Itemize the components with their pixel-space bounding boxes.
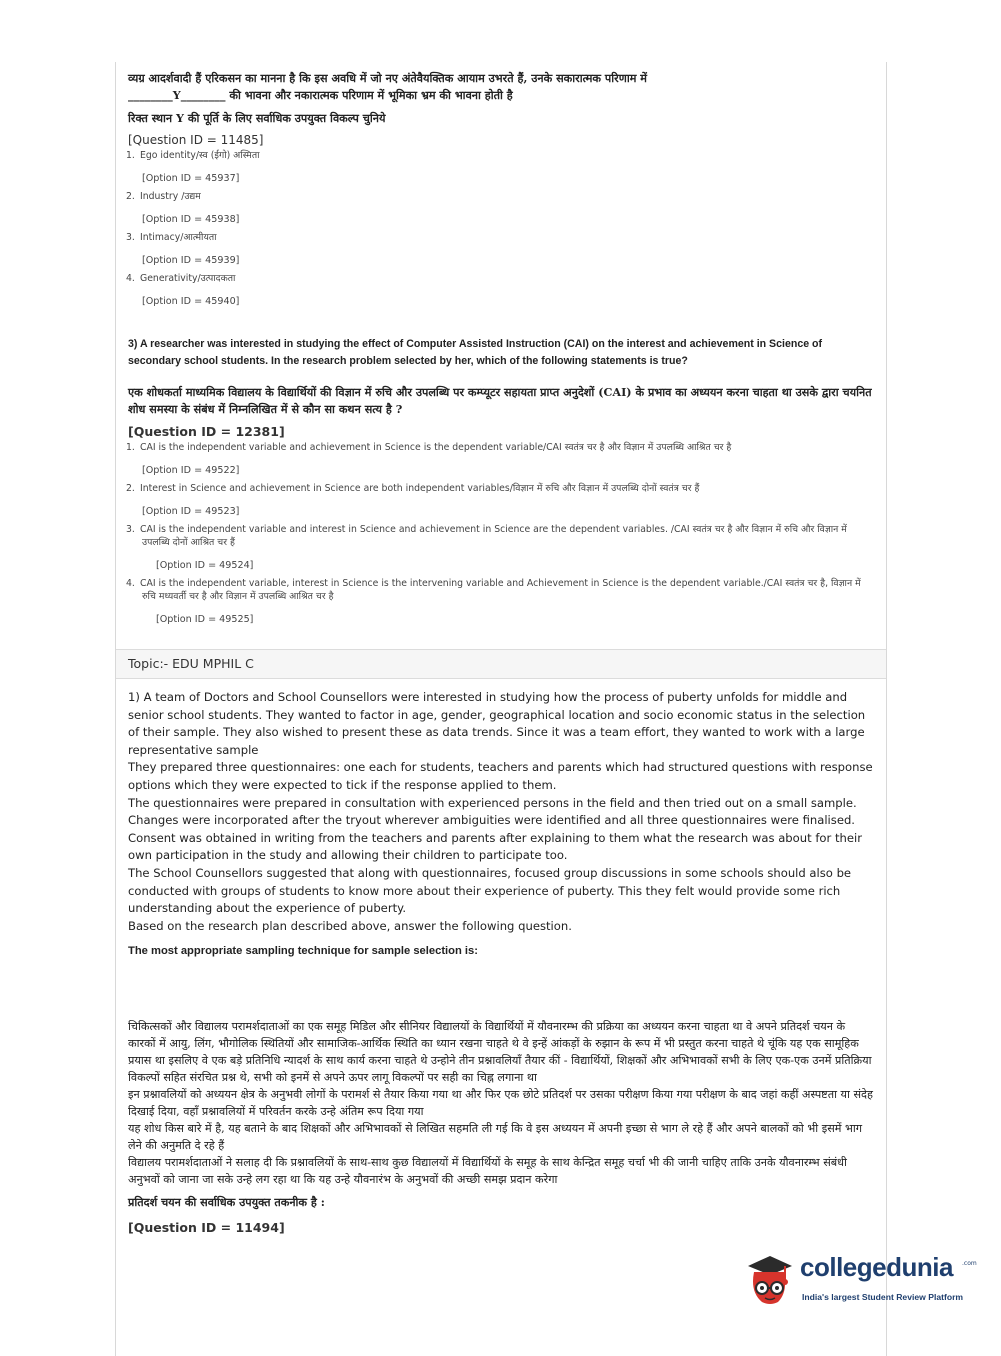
sampling-question-hindi: प्रतिदर्श चयन की सर्वाधिक उपयुक्त तकनीक है : — [128, 1195, 325, 1209]
topic-label: Topic:- EDU MPHIL C — [128, 656, 254, 671]
hindi-line-2: ________Y________ की भावना और नकारात्मक परिणाम में भूमिका भ्रम की भावना होती है — [128, 88, 513, 102]
passage-paragraph: The questionnaires were prepared in consultation with experienced persons in the field and then tried out on a small sample. Changes were incorporated after the tryout wherever ambiguities were identified and all three questionnaires were finalised. — [128, 795, 857, 828]
question-id: [Question ID = 12381] — [128, 424, 285, 439]
option-id: [Option ID = 49524] — [156, 560, 254, 571]
option-item: 2. Industry /उद्यम [Option ID = 45938] — [128, 190, 874, 226]
options-list — [128, 149, 874, 308]
option-item: 1. Ego identity/स्व (ईगो) अस्मिता [Option ID = 45937] — [128, 149, 874, 185]
hindi-line-1: व्यग्र आदर्शवादी हैं एरिकसन का मानना है कि इस अवधि में जो नए अंतेवैयक्तिक आयाम उभरते हैं, उनके सकारात्मक परिणाम में — [128, 71, 648, 85]
option-item: 3. CAI is the independent variable and interest in Science and achievement in Science are the dependent variables. /CAI स्वतंत्र चर है और विज्ञान में रुचि और विज्ञान में उपलब्धि दोनों आश्रित चर हैं [Option ID = 49524] — [128, 523, 874, 572]
passage-paragraph: The School Counsellors suggested that along with questionnaires, focused group discussions in some schools should also be conducted with groups of students to know more about their experience of puberty. This they felt would provide some rich understanding about the experience of puberty. — [128, 865, 852, 916]
passage-paragraph: यह शोध किस बारे में है, यह बताने के बाद शिक्षकों और अभिभावकों से लिखित सहमति ली गई कि वे इस अध्ययन में अपनी इच्छा से भाग ले रहे हैं और अपने बालकों को भी इसमें भाग लेने की अनुमति दे रहे हैं — [128, 1122, 863, 1152]
brand-tld: .com — [962, 1260, 977, 1267]
passage-paragraph: इन प्रश्नावलियों को अध्ययन क्षेत्र के अनुभवी लोगों के परामर्श से तैयार किया गया था और फिर एक छोटे प्रतिदर्श पर उसका परीक्षण किया गया परीक्षण के बाद जहां कहीं अस्पष्टता या संदेह दिखाई दिया, वहाँ प्रश्नावलियों में परिवर्तन करके उन्हे अंतिम रूप दिया गया — [128, 1088, 873, 1118]
document-page — [115, 62, 887, 1356]
option-item: 4. Generativity/उत्पादकता [Option ID = 45940] — [128, 272, 874, 308]
passage-paragraph: They prepared three questionnaires: one each for students, teachers and parents which had structured questions with response options which they were expected to tick if the response applied to them. — [128, 760, 873, 792]
brand-name: collegedunia — [800, 1252, 953, 1282]
collegedunia-logo — [740, 1248, 980, 1318]
option-item: 2. Interest in Science and achievement in Science are both independent variables/विज्ञान में रुचि और विज्ञान में उपलब्धि दोनों स्वतंत्र चर हैं [Option ID = 49523] — [128, 482, 874, 518]
passage-english — [128, 689, 873, 961]
option-id: [Option ID = 45940] — [142, 296, 240, 307]
passage-hindi — [128, 1018, 876, 1236]
option-id: [Option ID = 49525] — [156, 614, 254, 625]
option-id: [Option ID = 49523] — [142, 506, 240, 517]
passage-paragraph: विद्यालय परामर्शदाताओं ने सलाह दी कि प्रश्नावलियों के साथ-साथ कुछ विद्यालयों में विद्यार्थियों के समूह के साथ केन्द्रित समूह चर्चा भी की जानी चाहिए ताकि उनके यौवनारम्भ संबंधी अनुभवों को जाना जा सके उन्हे लग रहा था कि यह उन्हे यौवनारंभ के अनुभवों की अच्छी समझ प्रदान करेगा — [128, 1156, 847, 1186]
top-question-block — [116, 62, 886, 626]
question-3-hindi: एक शोधकर्ता माध्यमिक विद्यालय के विद्यार्थियों की विज्ञान में रुचि और उपलब्धि पर कम्प्यूटर सहायता प्राप्त अनुदेशों (CAI) के प्रभाव का अध्ययन करना चाहता था उसके द्वारा चयनित शोध समस्या के संबंध में निम्नलिखित में से कौन सा कथन सत्य है ? — [128, 385, 872, 416]
passage-paragraph: चिकित्सकों और विद्यालय परामर्शदाताओं का एक समूह मिडिल और सीनियर विद्यालयों के विद्यार्थियों में यौवनारम्भ की प्रक्रिया का अध्ययन करना चाहता था वे अपने प्रतिदर्श चयन के कारकों में आयु, लिंग, भौगोलिक स्थितियों और सामाजिक-आर्थिक स्थिति का ध्यान रखना चाहते थे वे इन्हें आंकड़ों के रुझान के रूप में भी प्रस्तुत करना चाहते थे चूंकि यह एक सामूहिक प्रयास था इसलिए वे एक बड़े प्रतिनिधि न्यादर्श के साथ कार्य करना चाहते थे उन्होने तीन प्रश्नावलियाँ तैयार कीं - विद्यार्थियों, शिक्षकों और अभिभावकों सभी के लिए एक-एक उनमें प्रतिक्रिया विकल्पों सहित संरचित प्रश्न थे, सभी को इनमें से अपने ऊपर लागू विकल्पों पर सही का चिह्न लगाना था — [128, 1020, 872, 1084]
question-3-english: 3) A researcher was interested in studying the effect of Computer Assisted Instruction (CAI) on the interest and achievement in Science of secondary school students. In the research problem selected by her, which of the following statements is true? — [128, 338, 823, 367]
mascot-icon — [740, 1248, 800, 1310]
hindi-instruction: रिक्त स्थान Y की पूर्ति के लिए सर्वाधिक उपयुक्त विकल्प चुनिये — [128, 111, 386, 125]
question-id: [Question ID = 11494] — [128, 1220, 285, 1235]
passage-paragraph: Based on the research plan described above, answer the following question. — [128, 918, 572, 933]
topic-bar — [116, 649, 886, 679]
option-id: [Option ID = 45938] — [142, 214, 240, 225]
option-id: [Option ID = 45939] — [142, 255, 240, 266]
passage-paragraph: Consent was obtained in writing from the teachers and parents after explaining to them what the research was about for their own participation in the study and allowing their children to participate too. — [128, 830, 862, 863]
options-list — [128, 441, 874, 626]
brand-tagline: India's largest Student Review Platform — [802, 1292, 964, 1302]
option-id: [Option ID = 45937] — [142, 173, 240, 184]
option-item: 1. CAI is the independent variable and achievement in Science is the dependent variable/CAI स्वतंत्र चर है और विज्ञान में उपलब्धि आश्रित चर है [Option ID = 49522] — [128, 441, 874, 477]
option-item: 4. CAI is the independent variable, interest in Science is the intervening variable and Achievement in Science is the dependent variable./CAI स्वतंत्र चर है, विज्ञान में रुचि मध्यवर्ती चर है और विज्ञान में उपलब्धि आश्रित चर है [Option ID = 49525] — [128, 577, 874, 626]
sampling-question: The most appropriate sampling technique for sample selection is: — [128, 945, 478, 958]
option-item: 3. Intimacy/आत्मीयता [Option ID = 45939] — [128, 231, 874, 267]
passage-paragraph: 1) A team of Doctors and School Counsellors were interested in studying how the process of puberty unfolds for middle and senior school students. They wanted to factor in age, gender, geographical location and socio economic status in the selection of their sample. They also wished to present these as data trends. Since it was a team effort, they wanted to work with a large representative sample — [128, 690, 866, 757]
option-id: [Option ID = 49522] — [142, 465, 240, 476]
question-id: [Question ID = 11485] — [128, 133, 264, 147]
